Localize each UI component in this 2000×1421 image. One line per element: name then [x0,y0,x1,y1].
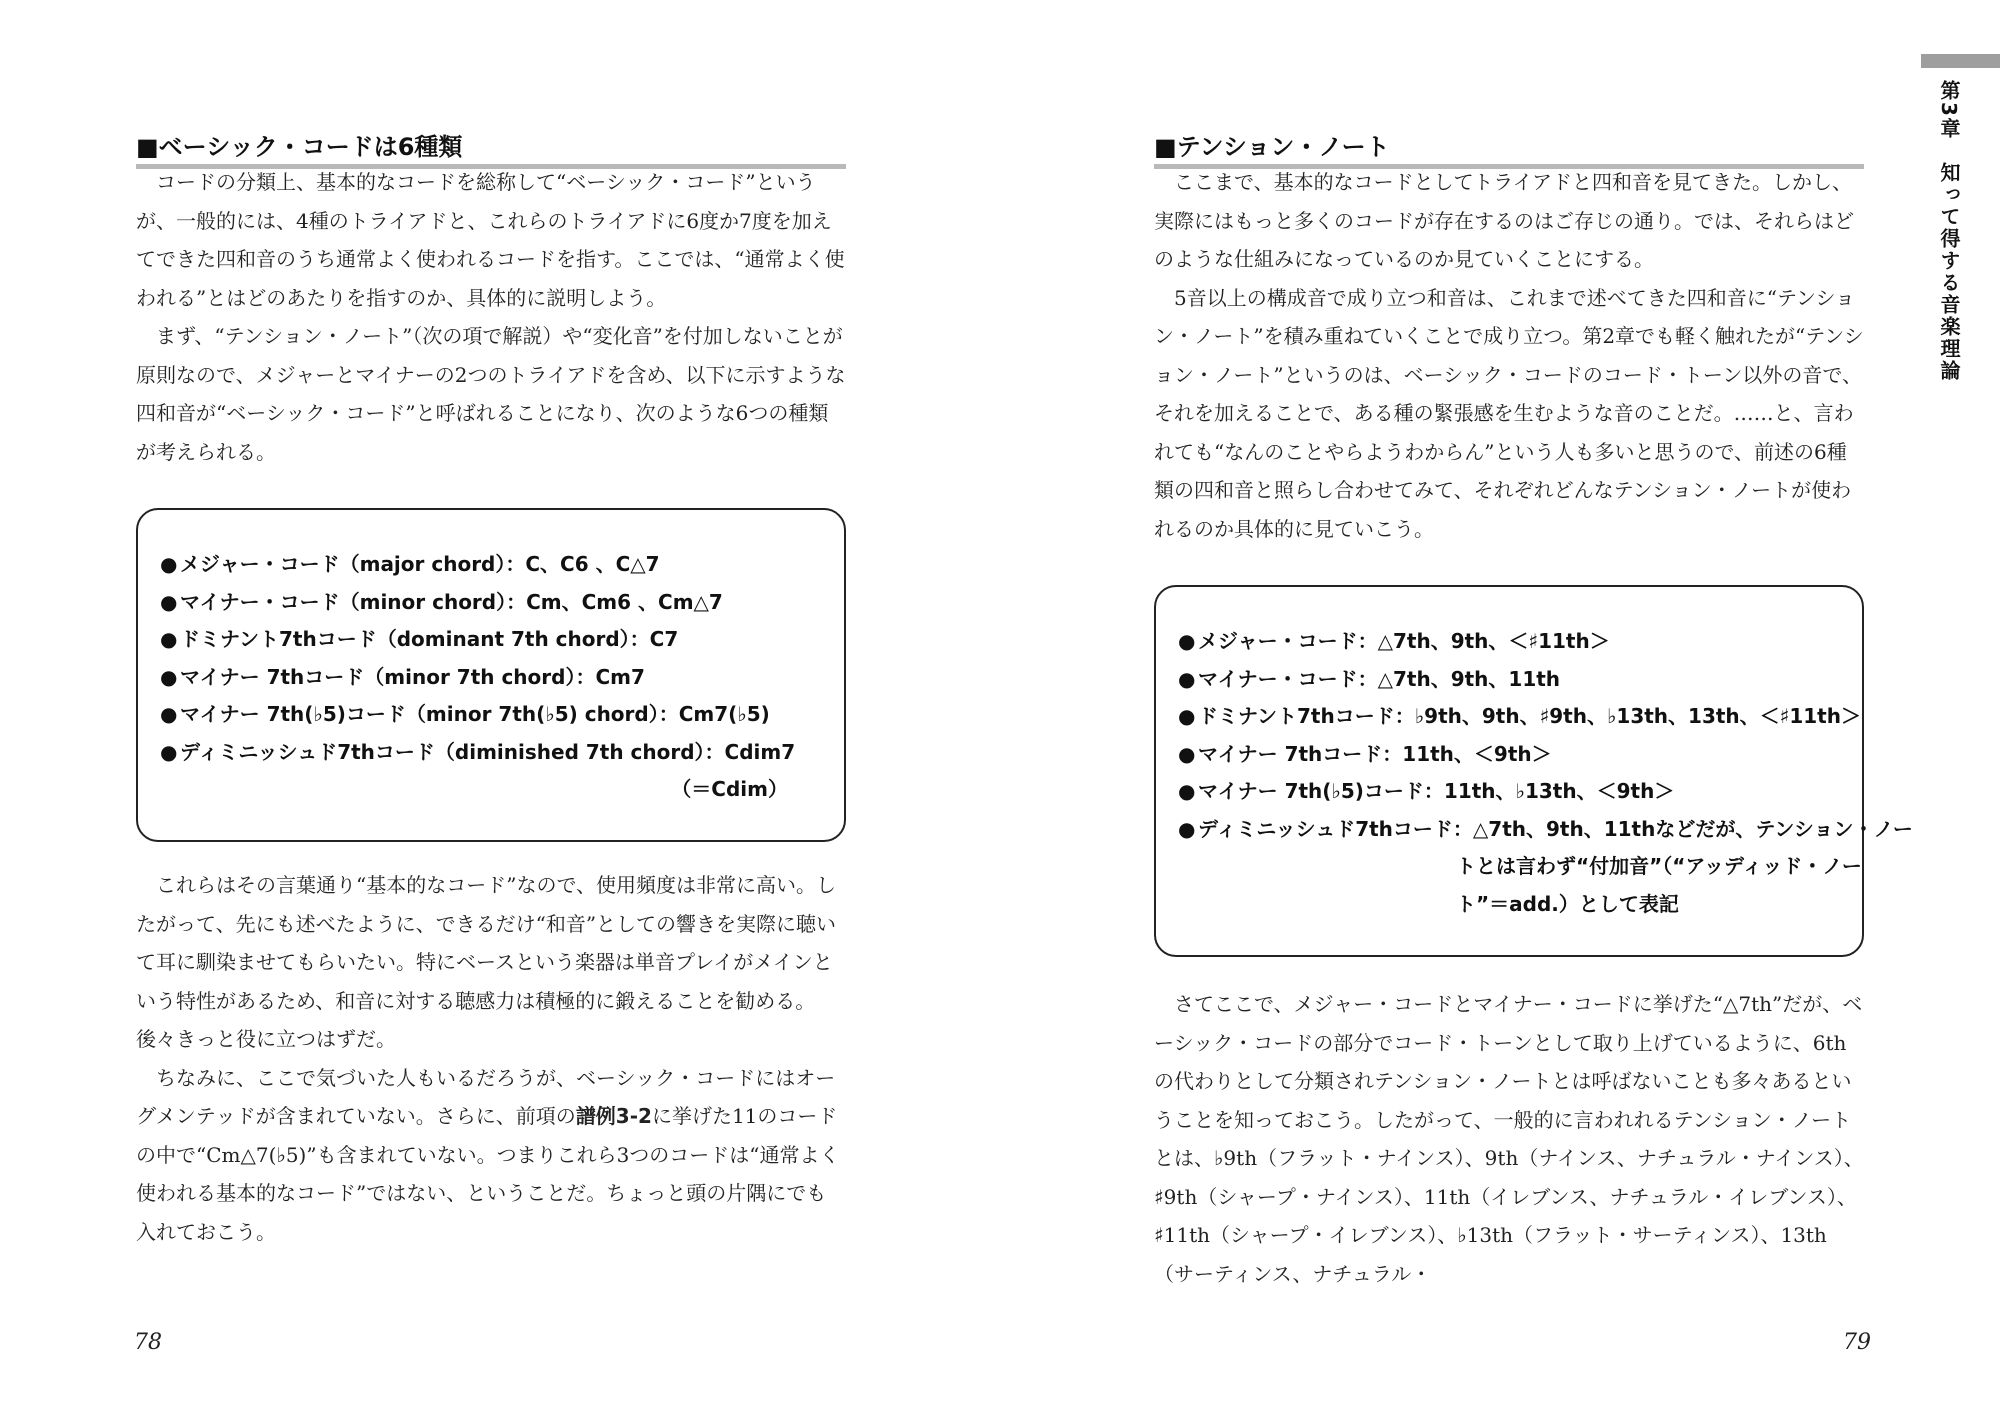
bullet-icon: ● [1178,816,1196,841]
intro-text [136,163,846,471]
tension-list-box [1154,585,1913,957]
paragraph: まず、“テンション・ノート”（次の項で解説）や“変化音”を付加しないことが原則なので、メジャーとマイナーの2つのトライアドを含め、以下に示すような四和音が“ベーシック・コード”と呼ばれることになり、次のような6つの種類が考えられる。 [136,324,846,464]
list-item: ● ドミナント7thコード（dominant 7th chord）：C7 [160,621,844,659]
body-text [136,866,846,1251]
list-item: ● マイナー・コード：△7th、9th、11th [1178,661,1862,699]
list-item-continuation: （＝Cdim） [671,777,788,801]
bullet-icon: ● [160,739,178,764]
paragraph: 5音以上の構成音で成り立つ和音は、これまで述べてきた四和音に“テンション・ノート”を積み重ねていくことで成り立つ。第2章でも軽く触れたが“テンション・ノート”というのは、ベーシック・コードのコード・トーン以外の音で、それを加えることで、ある種の緊張感を生むような音のことだ。……と、言われても“なんのことやらようわからん”という人も多いと思うので、前述の6種類の四和音と照らし合わせてみて、それぞれどんなテンション・ノートが使われるのか具体的に見ていこう。 [1154,285,1864,541]
body-text [1154,985,1864,1293]
list-item-continuation: ト”＝add.）として表記 [1456,891,1679,916]
list-item: ● ドミナント7thコード：♭9th、9th、♯9th、♭13th、13th、＜♯11th＞ [1178,698,1862,736]
list-item: ● メジャー・コード：△7th、9th、＜♯11th＞ [1178,623,1862,661]
list-item: ● マイナー 7thコード（minor 7th chord）：Cm7 [160,659,844,697]
paragraph: ここまで、基本的なコードとしてトライアドと四和音を見てきた。しかし、実際にはもっと多くのコードが存在するのはご存じの通り。では、それらはどのような仕組みになっているのか見ていくことにする。 [1154,170,1854,271]
bullet-icon: ● [160,702,178,726]
bullet-icon: ● [1178,629,1196,653]
bullet-icon: ● [1178,741,1196,766]
paragraph: ちなみに、ここで気づいた人もいるだろうが、ベーシック・コードにはオーグメンテッドが含まれていない。さらに、前項の譜例3-2に挙げた11のコードの中で“Cm△7(♭5)”も含まれていない。つまりこれら3つのコードは“通常よく使われる基本的なコード”ではない、ということだ。ちょっと頭の片隅にでも入れておこう。 [136,1065,840,1244]
bullet-icon: ● [160,627,178,651]
right-page [1000,0,2000,1421]
paragraph: コードの分類上、基本的なコードを総称して“ベーシック・コード”というが、一般的には、4種のトライアドと、これらのトライアドに6度か7度を加えてできた四和音のうち通常よく使われるコードを指す。ここでは、“通常よく使われる”とはどのあたりを指すのか、具体的に説明しよう。 [136,170,845,310]
section-heading: ■テンション・ノート [1154,132,1864,169]
list-item: ● ディミニッシュド7thコード（diminished 7th chord）：Cdim7 [160,734,844,772]
score-reference: 譜例3-2 [575,1104,652,1128]
section-heading: ■ベーシック・コードは6種類 [136,132,846,169]
list-item: ● マイナー 7thコード：11th、＜9th＞ [1178,736,1862,774]
bullet-icon: ● [160,664,178,689]
bullet-icon: ● [1178,704,1196,728]
chapter-tab-label: 第3章 知って得する音楽理論 [1937,80,1961,382]
list-item: ● ディミニッシュド7thコード：△7th、9th、11thなどだが、テンション・ノー [1178,811,1862,849]
list-item-continuation: トとは言わず“付加音”（“アッディッド・ノー [1456,854,1862,878]
list-item: ● メジャー・コード（major chord）：C、C6 、C△7 [160,546,844,584]
chord-list-box [136,508,846,842]
bullet-icon: ● [160,589,178,614]
list-item: ● マイナー・コード（minor chord）：Cm、Cm6 、Cm△7 [160,584,844,622]
bullet-icon: ● [1178,666,1196,691]
page-number: 79 [1843,1330,1871,1355]
list-item: ● マイナー 7th(♭5)コード（minor 7th(♭5) chord）：Cm7(♭5) [160,696,844,734]
chapter-tab-bar [1921,54,2000,68]
intro-text [1154,163,1864,548]
paragraph: これらはその言葉通り“基本的なコード”なので、使用頻度は非常に高い。したがって、先にも述べたように、できるだけ“和音”としての響きを実際に聴いて耳に馴染ませてもらいたい。特にベースという楽器は単音プレイがメインという特性があるため、和音に対する聴感力は積極的に鍛えることを勧める。後々きっと役に立つはずだ。 [136,873,837,1051]
bullet-icon: ● [1178,779,1196,803]
list-item: ● マイナー 7th(♭5)コード：11th、♭13th、＜9th＞ [1178,773,1862,811]
bullet-icon: ● [160,552,178,576]
page-number: 78 [134,1330,162,1355]
paragraph: さてここで、メジャー・コードとマイナー・コードに挙げた“△7th”だが、ベーシック・コードの部分でコード・トーンとして取り上げているように、6thの代わりとして分類されテンション・ノートとは呼ばないことも多々あるということを知っておこう。したがって、一般的に言われれるテンション・ノートとは、♭9th（フラット・ナインス）、9th（ナインス、ナチュラル・ナインス）、♯9th（シャープ・ナインス）、11th（イレブンス、ナチュラル・イレブンス）、♯11th（シャープ・イレブンス）、♭13th（フラット・サーティンス）、13th（サーティンス、ナチュラル・ [1154,992,1864,1286]
